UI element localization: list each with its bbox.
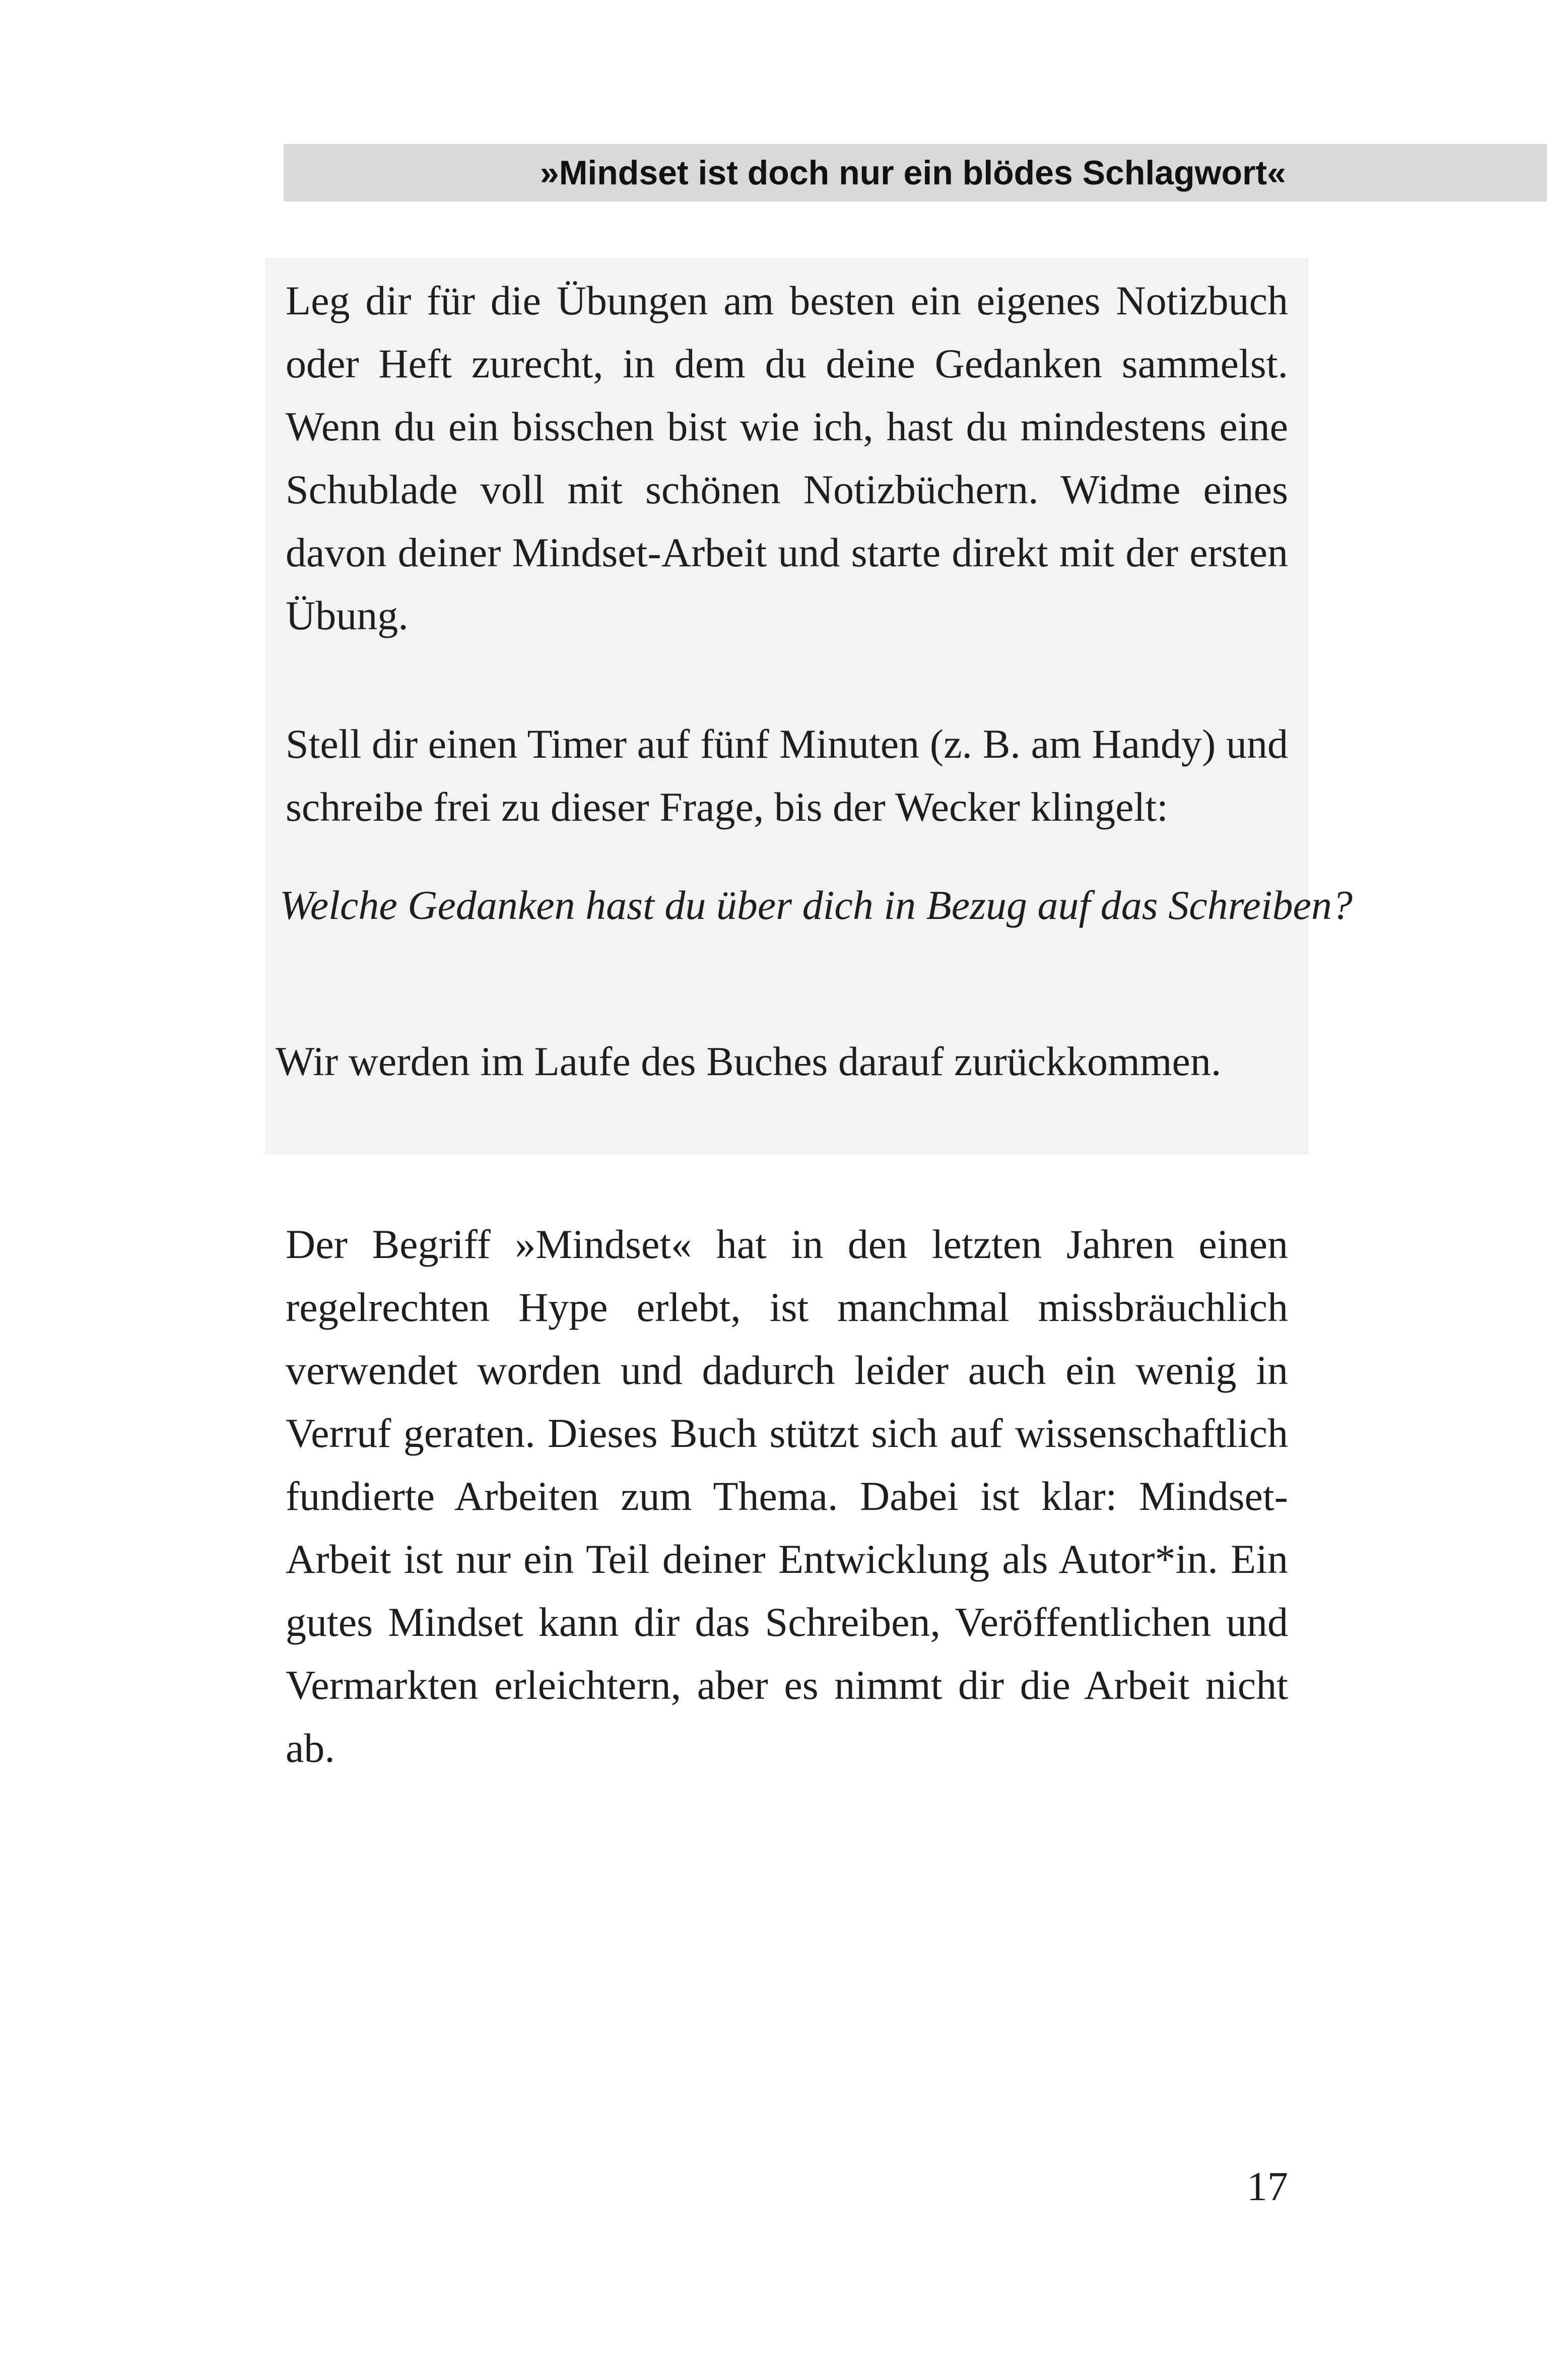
exercise-paragraph-notebook: Leg dir für die Übungen am besten ein eigenes Notizbuch oder Heft zurecht, in dem du deine Gedanken sammelst. Wenn du ein bisschen bist wie ich, hast du mindestens eine Schublade voll mit schönen Notizbüchern. Widme eines davon deiner Mindset-Arbeit und starte direkt mit der ersten Übung. xyxy=(286,278,1288,638)
exercise-question: Welche Gedanken hast du über dich in Bezug auf das Schreiben? xyxy=(280,882,1353,928)
page-number: 17 xyxy=(1247,2163,1288,2209)
running-header-title: »Mindset ist doch nur ein blödes Schlagwort« xyxy=(540,154,1286,192)
running-header xyxy=(284,144,1547,202)
body-paragraph-mindset: Der Begriff »Mindset« hat in den letzten Jahren einen regelrechten Hype erlebt, ist manchmal missbräuchlich verwendet worden und dadurch leider auch ein wenig in Verruf geraten. Dieses Buch stützt sich auf wissenschaftlich fundierte Arbeiten zum Thema. Dabei ist klar: Mindset-Arbeit ist nur ein Teil deiner Entwicklung als Autor*in. Ein gutes Mindset kann dir das Schreiben, Veröffentlichen und Vermarkten erleichtern, aber es nimmt dir die Arbeit nicht ab. xyxy=(286,1221,1288,1771)
exercise-box xyxy=(265,258,1353,1155)
exercise-paragraph-timer: Stell dir einen Timer auf fünf Minuten (z. B. am Handy) und schreibe frei zu dieser Frage, bis der Wecker klingelt: xyxy=(286,721,1288,830)
exercise-paragraph-return: Wir werden im Laufe des Buches darauf zurückkommen. xyxy=(276,1038,1222,1084)
